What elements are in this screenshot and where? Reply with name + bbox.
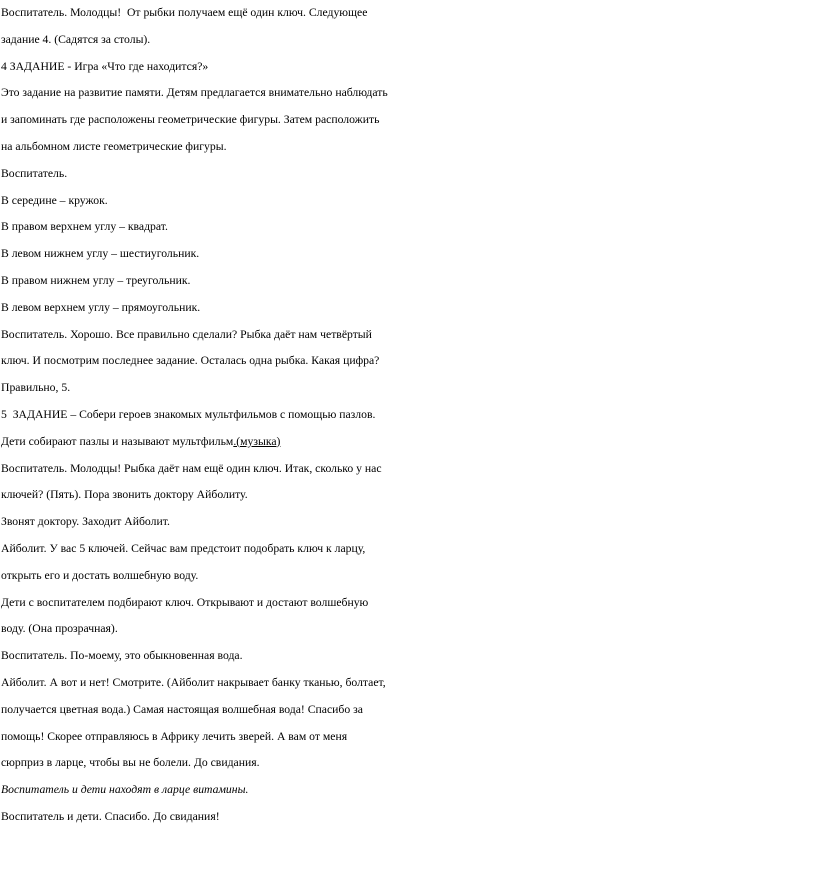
text-line-17-main: Дети собирают пазлы и называют мультфильм bbox=[1, 434, 234, 448]
text-line-20: Звонят доктору. Заходит Айболит. bbox=[1, 515, 170, 529]
task-4-heading: 4 ЗАДАНИЕ - Игра «Что где находится?» bbox=[1, 59, 209, 73]
text-line-5: и запоминать где расположены геометрические фигуры. Затем расположить bbox=[1, 113, 380, 127]
text-line-12: В левом верхнем углу – прямоугольник. bbox=[1, 300, 201, 314]
text-line-14: ключ. И посмотрим последнее задание. Осталась одна рыбка. Какая цифра? bbox=[1, 354, 380, 368]
text-line-24: воду. (Она прозрачная). bbox=[1, 622, 118, 636]
text-line-7: Воспитатель. bbox=[1, 166, 68, 180]
text-line-31: Воспитатель и дети. Спасибо. До свидания! bbox=[1, 809, 220, 823]
text-line-25: Воспитатель. По-моему, это обыкновенная вода. bbox=[1, 649, 243, 663]
task-5-heading: 5 ЗАДАНИЕ – Собери героев знакомых мультфильмов с помощью пазлов. bbox=[1, 407, 376, 421]
text-line-27: получается цветная вода.) Самая настоящая волшебная вода! Спасибо за bbox=[1, 702, 363, 716]
text-line-10: В левом нижнем углу – шестиугольник. bbox=[1, 247, 200, 261]
text-line-23: Дети с воспитателем подбирают ключ. Открывают и достают волшебную bbox=[1, 595, 369, 609]
text-line-15: Правильно, 5. bbox=[1, 381, 71, 395]
stage-direction-line: Воспитатель и дети находят в ларце витамины. bbox=[1, 783, 249, 797]
text-line-4: Это задание на развитие памяти. Детям предлагается внимательно наблюдать bbox=[1, 86, 388, 100]
text-line-11: В правом нижнем углу – треугольник. bbox=[1, 273, 191, 287]
text-line-2: задание 4. (Садятся за столы). bbox=[1, 32, 151, 46]
text-line-9: В правом верхнем углу – квадрат. bbox=[1, 220, 168, 234]
text-line-1: Воспитатель. Молодцы! От рыбки получаем ещё один ключ. Следующее bbox=[1, 6, 368, 19]
text-line-6: на альбомном листе геометрические фигуры. bbox=[1, 139, 227, 153]
text-line-18: Воспитатель. Молодцы! Рыбка даёт нам ещё один ключ. Итак, сколько у нас bbox=[1, 461, 382, 475]
text-line-17 bbox=[1, 429, 816, 456]
text-line-19: ключей? (Пять). Пора звонить доктору Айболиту. bbox=[1, 488, 248, 502]
text-line-28: помощь! Скорее отправляюсь в Африку лечить зверей. А вам от меня bbox=[1, 729, 348, 743]
text-line-8: В середине – кружок. bbox=[1, 193, 108, 207]
text-line-26: Айболит. А вот и нет! Смотрите. (Айболит накрывает банку тканью, болтает, bbox=[1, 675, 386, 689]
text-line-21: Айболит. У вас 5 ключей. Сейчас вам предстоит подобрать ключ к ларцу, bbox=[1, 541, 366, 555]
text-line-13: Воспитатель. Хорошо. Все правильно сделали? Рыбка даёт нам четвёртый bbox=[1, 327, 372, 341]
text-line-22: открыть его и достать волшебную воду. bbox=[1, 568, 199, 582]
music-note-link: .(музыка) bbox=[233, 434, 281, 448]
text-line-29: сюрприз в ларце, чтобы вы не болели. До свидания. bbox=[1, 756, 260, 770]
